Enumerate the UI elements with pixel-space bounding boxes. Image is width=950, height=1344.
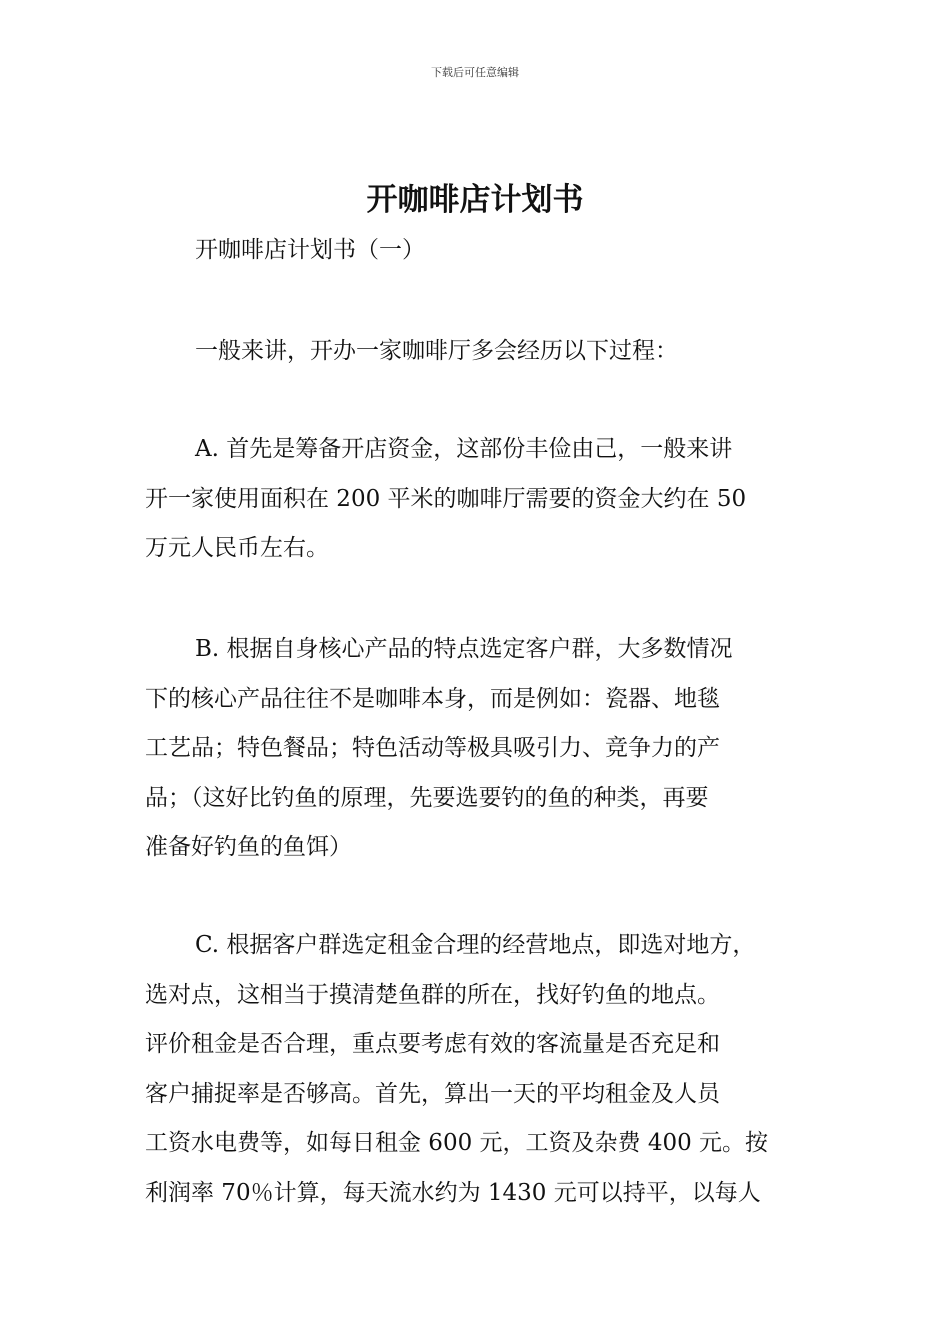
- paragraph-line: 工资水电费等，如每日租金 600 元，工资及杂费 400 元。按: [145, 1130, 769, 1156]
- document-subtitle: 开咖啡店计划书（一）: [195, 237, 425, 263]
- paragraph-line: 开一家使用面积在 200 平米的咖啡厅需要的资金大约在 50: [145, 485, 747, 512]
- paragraph-line: A. 首先是筹备开店资金，这部份丰俭由己，一般来讲: [195, 436, 733, 462]
- paragraph-line: 准备好钓鱼的鱼饵）: [145, 834, 352, 860]
- document-title: 开咖啡店计划书: [366, 182, 584, 218]
- paragraph-line: C. 根据客户群选定租金合理的经营地点，即选对地方，: [195, 932, 756, 958]
- header-note: 下载后可任意编辑: [431, 66, 519, 79]
- paragraph-line: 利润率 70％计算，每天流水约为 1430 元可以持平，以每人: [145, 1179, 761, 1206]
- paragraph-line: 万元人民币左右。: [145, 535, 329, 561]
- paragraph-intro: [145, 327, 835, 377]
- paragraph-line: 评价租金是否合理，重点要考虑有效的客流量是否充足和: [145, 1031, 720, 1057]
- paragraph-b: [145, 625, 835, 873]
- paragraph-line: 一般来讲，开办一家咖啡厅多会经历以下过程：: [195, 338, 678, 364]
- paragraph-line: 选对点，这相当于摸清楚鱼群的所在，找好钓鱼的地点。: [145, 981, 720, 1008]
- paragraph-line: 下的核心产品往往不是咖啡本身，而是例如：瓷器、地毯: [145, 685, 720, 712]
- paragraph-c: [145, 921, 835, 1218]
- paragraph-a: [145, 425, 835, 574]
- paragraph-line: B. 根据自身核心产品的特点选定客户群，大多数情况: [195, 636, 733, 662]
- paragraph-line: 品；（这好比钓鱼的原理，先要选要钓的鱼的种类，再要: [145, 784, 709, 811]
- paragraph-line: 客户捕捉率是否够高。首先，算出一天的平均租金及人员: [145, 1080, 720, 1107]
- paragraph-line: 工艺品；特色餐品；特色活动等极具吸引力、竞争力的产: [145, 735, 720, 761]
